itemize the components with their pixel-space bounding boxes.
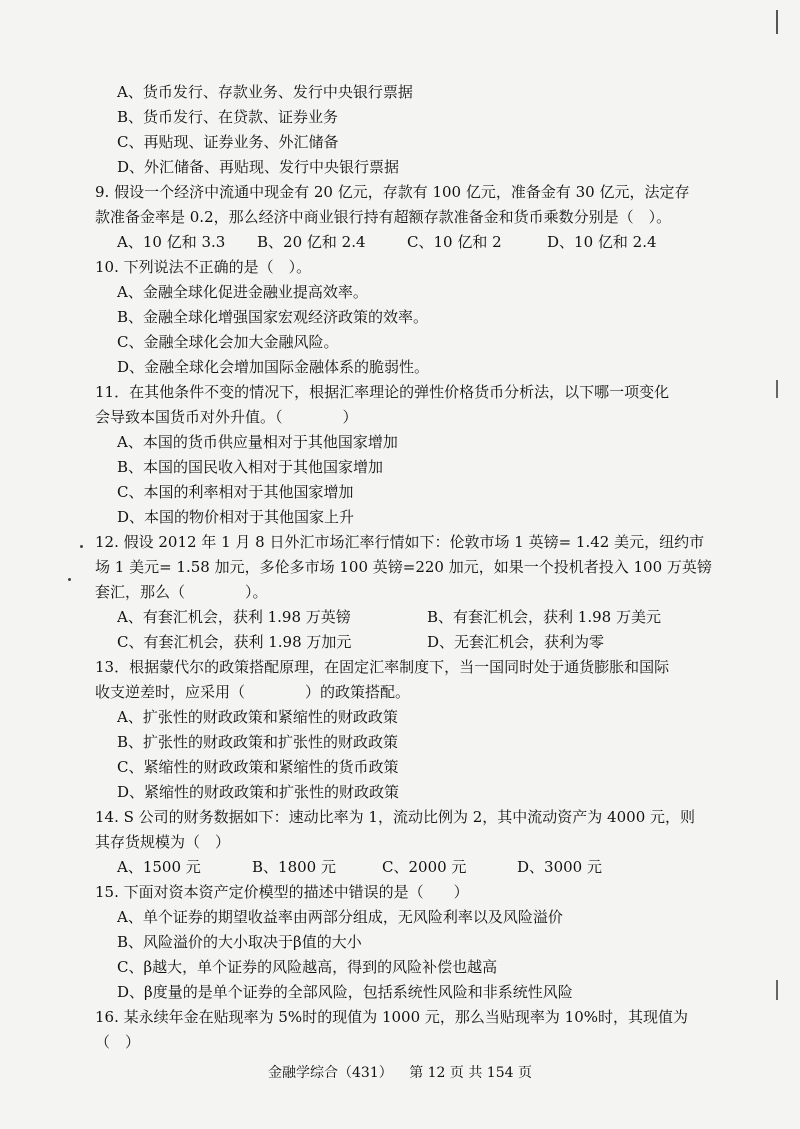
q12-option-b: B、有套汇机会，获利 1.98 万美元 bbox=[427, 608, 661, 626]
q9-options bbox=[117, 230, 737, 254]
q8-option-b: B、货币发行、在贷款、证券业务 bbox=[117, 108, 339, 126]
q9-option-c: C、10 亿和 2 bbox=[407, 233, 502, 251]
q10-option-b: B、金融全球化增强国家宏观经济政策的效率。 bbox=[117, 308, 429, 326]
q15-question: 15. 下面对资本资产定价模型的描述中错误的是（ ） bbox=[95, 883, 469, 901]
q14-option-b: B、1800 元 bbox=[252, 858, 336, 876]
q14-option-d: D、3000 元 bbox=[517, 858, 602, 876]
q13-option-b: B、扩张性的财政政策和扩张性的财政政策 bbox=[117, 733, 399, 751]
q15-option-b: B、风险溢价的大小取决于β值的大小 bbox=[117, 933, 362, 951]
q12-options-row1 bbox=[117, 605, 737, 629]
q12-option-c: C、有套汇机会，获利 1.98 万加元 bbox=[117, 633, 352, 651]
q8-option-a: A、货币发行、存款业务、发行中央银行票据 bbox=[117, 83, 413, 101]
q13-question: 13．根据蒙代尔的政策搭配原理，在固定汇率制度下，当一国同时处于通货膨胀和国际 bbox=[95, 658, 670, 676]
q13-option-c: C、紧缩性的财政政策和紧缩性的货币政策 bbox=[117, 758, 399, 776]
q11-option-a: A、本国的货币供应量相对于其他国家增加 bbox=[117, 433, 398, 451]
q10-option-c: C、金融全球化会加大金融风险。 bbox=[117, 333, 339, 351]
q14-option-a: A、1500 元 bbox=[117, 858, 201, 876]
q15-option-a: A、单个证券的期望收益率由两部分组成，无风险利率以及风险溢价 bbox=[117, 908, 563, 926]
q10-option-d: D、金融全球化会增加国际金融体系的脆弱性。 bbox=[117, 358, 430, 376]
q11-question-cont: 会导致本国货币对外升值。（ ） bbox=[95, 408, 358, 426]
scan-edge-mark bbox=[776, 10, 778, 34]
q14-question-cont: 其存货规模为（ ） bbox=[95, 833, 231, 851]
q12-question-cont: 场 1 美元= 1.58 加元，多伦多市场 100 英镑=220 加元，如果一个投机者投入 100 万英镑 bbox=[95, 558, 712, 576]
footer-page-info: 第 12 页 共 154 页 bbox=[409, 1065, 532, 1081]
q9-option-d: D、10 亿和 2.4 bbox=[547, 233, 657, 251]
q12-options-row2 bbox=[117, 630, 737, 654]
q13-question-cont: 收支逆差时，应采用（ ）的政策搭配。 bbox=[95, 683, 411, 701]
q16-question-cont: （ ） bbox=[95, 1033, 141, 1051]
q11-question: 11．在其他条件不变的情况下，根据汇率理论的弹性价格货币分析法，以下哪一项变化 bbox=[95, 383, 670, 401]
q9-question-cont: 款准备金率是 0.2，那么经济中商业银行持有超额存款准备金和货币乘数分别是（ ）。 bbox=[95, 208, 672, 226]
scan-edge-mark bbox=[776, 380, 778, 398]
q9-question: 9. 假设一个经济中流通中现金有 20 亿元，存款有 100 亿元，准备金有 30 亿元，法定存 bbox=[95, 183, 690, 201]
q11-option-c: C、本国的利率相对于其他国家增加 bbox=[117, 483, 354, 501]
q13-option-d: D、紧缩性的财政政策和扩张性的财政政策 bbox=[117, 783, 400, 801]
scan-speck bbox=[80, 545, 83, 548]
footer-subject: 金融学综合（431） bbox=[268, 1065, 393, 1081]
q10-question: 10. 下列说法不正确的是（ ）。 bbox=[95, 258, 312, 276]
q11-option-b: B、本国的国民收入相对于其他国家增加 bbox=[117, 458, 384, 476]
scan-edge-mark bbox=[776, 980, 778, 1000]
q15-option-d: D、β度量的是单个证券的全部风险，包括系统性风险和非系统性风险 bbox=[117, 983, 573, 1001]
q14-question: 14. S 公司的财务数据如下：速动比率为 1，流动比例为 2，其中流动资产为 4000 元，则 bbox=[95, 808, 696, 826]
q12-question: 12. 假设 2012 年 1 月 8 日外汇市场汇率行情如下：伦敦市场 1 英镑= 1.42 美元，纽约市 bbox=[95, 533, 705, 551]
q10-option-a: A、金融全球化促进金融业提高效率。 bbox=[117, 283, 368, 301]
q14-options bbox=[117, 855, 737, 879]
q13-option-a: A、扩张性的财政政策和紧缩性的财政政策 bbox=[117, 708, 398, 726]
q8-option-d: D、外汇储备、再贴现、发行中央银行票据 bbox=[117, 158, 400, 176]
q12-question-cont2: 套汇，那么（ ）。 bbox=[95, 583, 268, 601]
q14-option-c: C、2000 元 bbox=[382, 858, 467, 876]
scan-speck bbox=[68, 578, 71, 581]
page-footer bbox=[0, 1062, 800, 1082]
q16-question: 16. 某永续年金在贴现率为 5%时的现值为 1000 元，那么当贴现率为 10%时，其现值为 bbox=[95, 1008, 689, 1026]
q12-option-d: D、无套汇机会，获利为零 bbox=[427, 633, 605, 651]
q11-option-d: D、本国的物价相对于其他国家上升 bbox=[117, 508, 355, 526]
q9-option-a: A、10 亿和 3.3 bbox=[117, 233, 226, 251]
q9-option-b: B、20 亿和 2.4 bbox=[257, 233, 366, 251]
q15-option-c: C、β越大，单个证券的风险越高，得到的风险补偿也越高 bbox=[117, 958, 498, 976]
q8-option-c: C、再贴现、证券业务、外汇储备 bbox=[117, 133, 339, 151]
q12-option-a: A、有套汇机会，获利 1.98 万英镑 bbox=[117, 608, 351, 626]
